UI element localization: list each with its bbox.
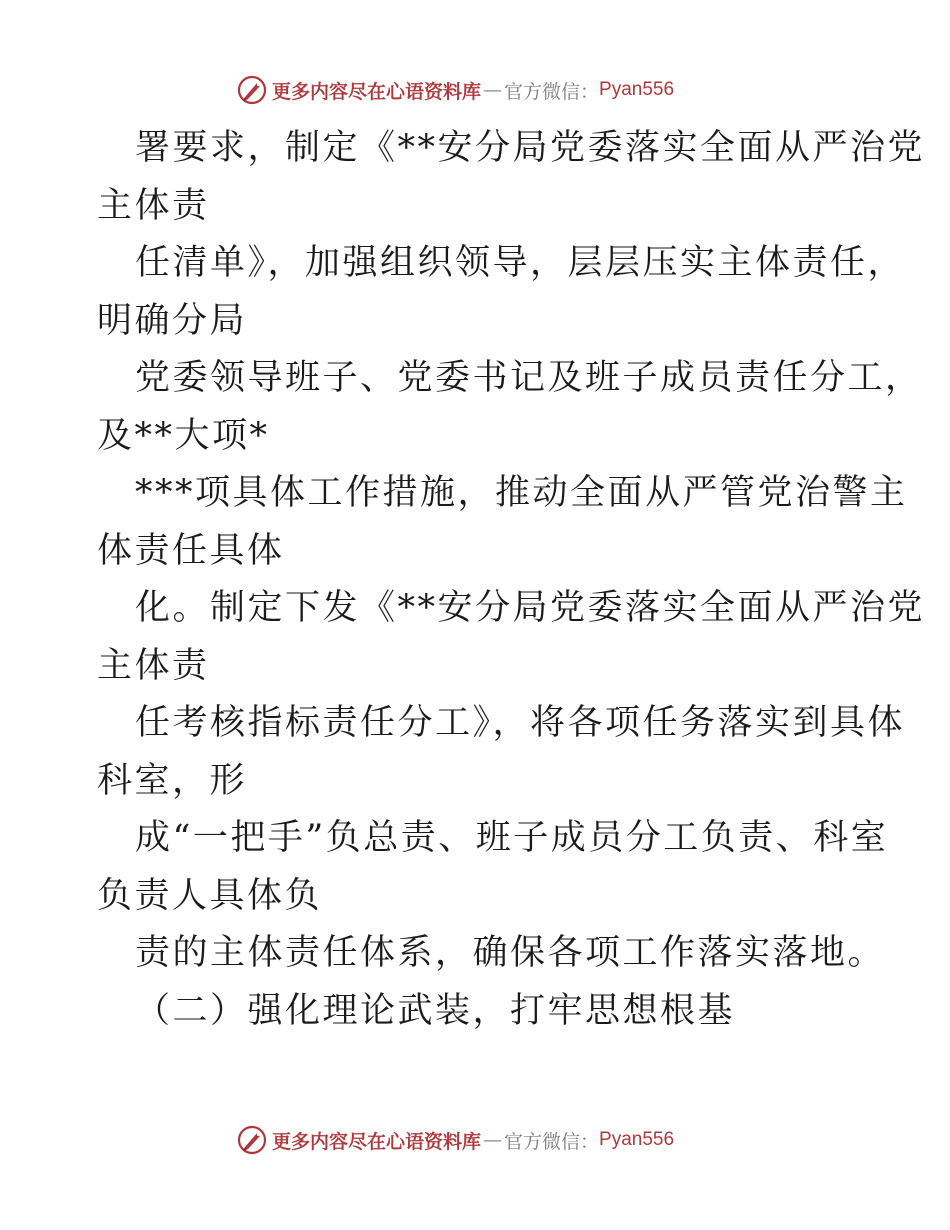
brand-name: 更多内容尽在心语资料库 <box>272 1130 482 1153</box>
text-line: 负责人具体负 <box>97 875 323 916</box>
text-line: （二）强化理论武装，打牢思想根基 <box>135 990 736 1031</box>
text-line: 化。制定下发《**安分局党委落实全面从严治党 <box>135 588 926 628</box>
text-line: 主体责 <box>97 185 210 226</box>
wechat-id: Pyan556 <box>599 79 675 100</box>
text-line: 责的主体责任体系，确保各项工作落实落地。 <box>135 933 886 973</box>
text-line: 成“一把手”负总责、班子成员分工负责、科室 <box>135 818 889 858</box>
document-body <box>97 120 926 1040</box>
wechat-id: Pyan556 <box>599 1129 675 1150</box>
text-line: 任考核指标责任分工》，将各项任务落实到具体 <box>135 703 906 743</box>
wechat-label: 官方微信： <box>504 1130 600 1153</box>
text-line: 主体责 <box>97 645 210 686</box>
banner-separator: — <box>483 1129 503 1151</box>
text-line: 任清单》，加强组织领导，层层压实主体责任， <box>135 243 906 283</box>
text-line: 署要求，制定《**安分局党委落实全面从严治党 <box>135 128 926 168</box>
text-line: 及**大项* <box>97 415 270 456</box>
text-line: 科室，形 <box>97 760 248 801</box>
banner-separator: — <box>483 79 503 101</box>
text-line: ***项具体工作措施，推动全面从严管党治警主 <box>135 473 908 513</box>
pen-logo-icon <box>236 1124 268 1156</box>
brand-name: 更多内容尽在心语资料库 <box>272 80 482 103</box>
header-watermark-banner <box>236 73 674 107</box>
text-line: 党委领导班子、党委书记及班子成员责任分工， <box>135 358 923 398</box>
text-line: 明确分局 <box>97 300 248 341</box>
footer-watermark-banner <box>236 1123 674 1157</box>
wechat-label: 官方微信： <box>504 80 600 103</box>
text-line: 体责任具体 <box>97 530 285 571</box>
pen-logo-icon <box>236 74 268 106</box>
